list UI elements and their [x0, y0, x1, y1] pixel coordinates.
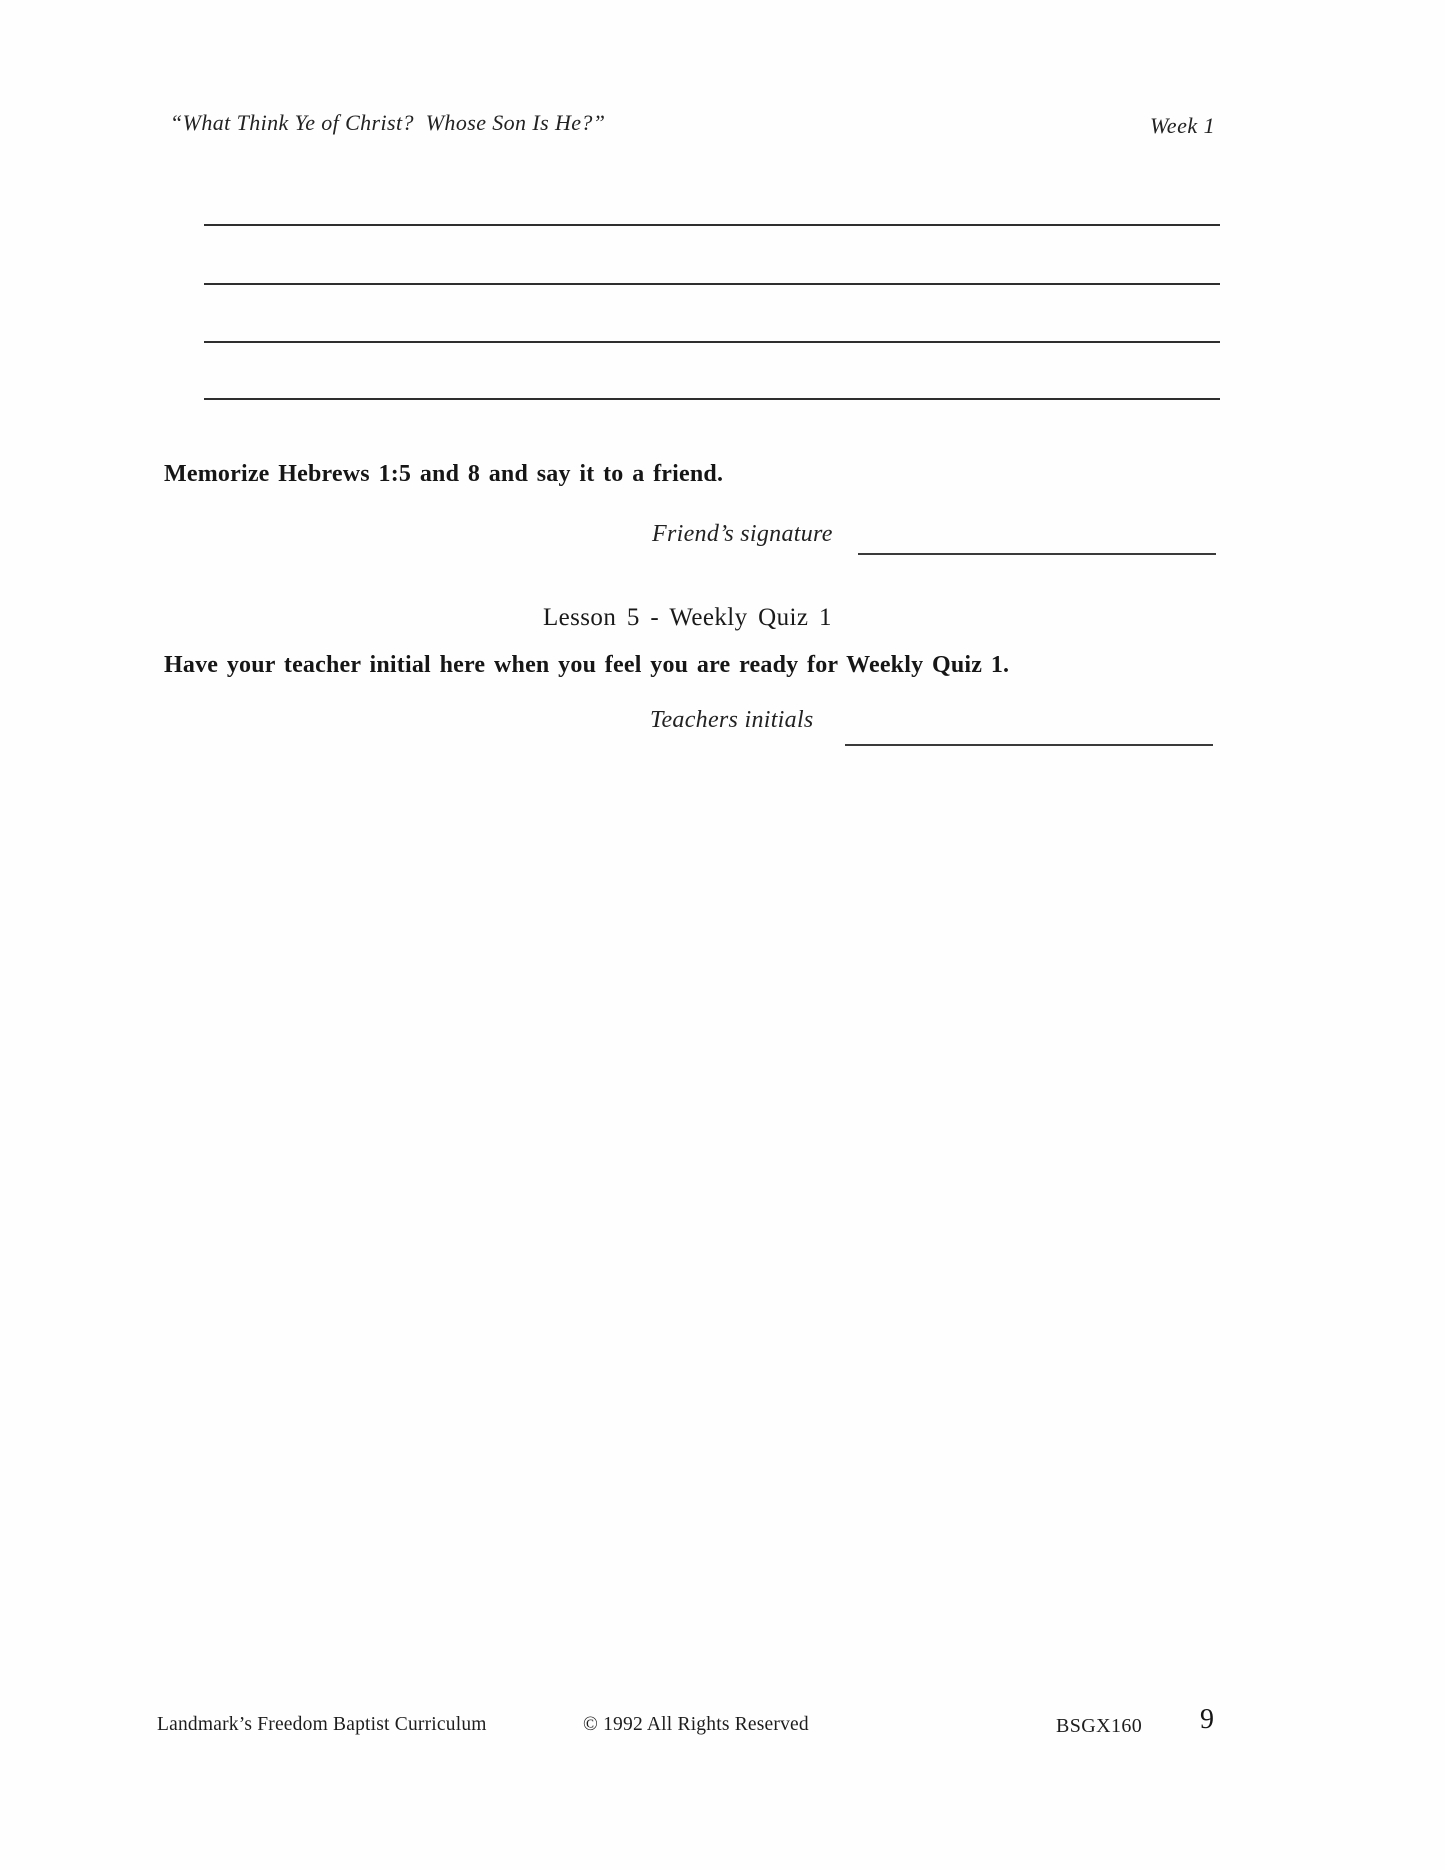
answer-line	[204, 341, 1220, 343]
quiz-ready-instruction: Have your teacher initial here when you feel you are ready for Weekly Quiz 1.	[164, 652, 1010, 678]
footer-copyright: © 1992 All Rights Reserved	[583, 1714, 809, 1735]
friends-signature-line	[858, 553, 1216, 555]
header-week-label: Week 1	[1150, 113, 1216, 138]
teachers-initials-line	[845, 744, 1213, 746]
answer-line	[204, 224, 1220, 226]
answer-line	[204, 283, 1220, 285]
footer-curriculum-code: BSGX160	[1056, 1715, 1143, 1737]
teachers-initials-label: Teachers initials	[650, 707, 814, 733]
answer-line	[204, 398, 1220, 400]
header-quote: “What Think Ye of Christ? Whose Son Is He?”	[170, 110, 606, 135]
footer-page-number: 9	[1200, 1704, 1215, 1735]
memorize-instruction: Memorize Hebrews 1:5 and 8 and say it to a friend.	[164, 461, 724, 487]
lesson-heading: Lesson 5 - Weekly Quiz 1	[543, 604, 832, 631]
footer-publisher: Landmark’s Freedom Baptist Curriculum	[157, 1714, 487, 1735]
friends-signature-label: Friend’s signature	[652, 521, 833, 547]
